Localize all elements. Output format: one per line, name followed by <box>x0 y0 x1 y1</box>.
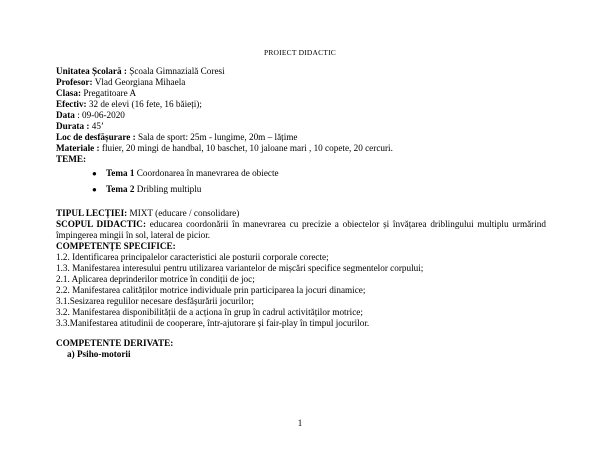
purpose-label: SCOPUL DIDACTIC: <box>56 219 146 229</box>
info-value: Școala Gimnazială Coresi <box>126 66 225 76</box>
competenta-item: 3.1.Sesizarea regulilor necesare desfășurării jocurilor; <box>56 296 254 306</box>
info-value: Sala de sport: 25m - lungime, 20m – lățime <box>135 132 298 142</box>
info-value: 32 de elevi (16 fete, 16 băieți); <box>86 99 202 109</box>
competenta-item: 1.2. Identificarea principalelor caracteristici ale posturii corporale corecte; <box>56 252 329 262</box>
info-label: Loc de desfășurare : <box>56 132 136 142</box>
info-duration <box>56 121 104 132</box>
info-materials <box>56 143 393 154</box>
bullet-icon: ● <box>92 185 97 194</box>
info-headcount <box>56 99 202 110</box>
competente-heading <box>56 241 176 252</box>
tema-2 <box>92 184 201 195</box>
derivate-heading <box>56 338 173 349</box>
lesson-type-value: MIXT (educare / consolidare) <box>127 208 240 218</box>
competente-heading-text: COMPETENȚE SPECIFICE: <box>56 241 176 251</box>
competenta-item: 2.1. Aplicarea deprinderilor motrice în condiții de joc; <box>56 274 255 284</box>
info-label: Efectiv: <box>56 99 87 109</box>
document-title: PROIECT DIDACTIC <box>263 48 337 57</box>
tema-label: Tema 1 <box>106 168 135 178</box>
info-value: 45’ <box>89 121 104 131</box>
info-label: Clasa: <box>56 88 82 98</box>
info-class <box>56 88 136 99</box>
info-label: Profesor: <box>56 77 93 87</box>
lesson-type <box>56 208 239 219</box>
derivate-sub <box>67 349 131 360</box>
page-number: 1 <box>297 418 303 428</box>
tema-value: Coordonarea în manevrarea de obiecte <box>134 168 279 178</box>
derivate-sub-text: a) Psiho-motorii <box>67 349 131 359</box>
tema-label: Tema 2 <box>106 184 135 194</box>
lesson-type-label: TIPUL LECȚIEI: <box>56 208 128 218</box>
competenta-item: 1.3. Manifestarea interesului pentru utilizarea variantelor de mișcări specifice segmentelor corpului; <box>56 263 424 273</box>
tema-1 <box>92 168 279 179</box>
purpose-value: educarea coordonării în manevrarea cu precizie a obiectelor și învățarea driblingului multiplu urmărind împingerea mingii în sol, lateral de picior. <box>56 219 546 240</box>
info-label: Unitatea Școlară : <box>56 66 127 76</box>
teme-heading-text: TEME: <box>56 154 87 164</box>
info-teacher <box>56 77 185 88</box>
info-label: Durata : <box>56 121 90 131</box>
info-location <box>56 132 297 143</box>
info-value: fluier, 20 mingi de handbal, 10 baschet, 10 jaloane mari , 10 copete, 20 cercuri. <box>99 143 393 153</box>
teme-heading <box>56 154 86 165</box>
info-value: Pregatitoare A <box>81 88 137 98</box>
info-label: Materiale : <box>56 143 100 153</box>
didactic-purpose <box>56 219 546 241</box>
info-school <box>56 66 225 77</box>
competenta-item: 2.2. Manifestarea calităților motrice individuale prin participarea la jocuri dinamice; <box>56 285 366 295</box>
info-value: Vlad Georgiana Mihaela <box>92 77 186 87</box>
competenta-item: 3.2. Manifestarea disponibilității de a acționa în grup în cadrul activităților motrice; <box>56 307 363 317</box>
derivate-heading-text: COMPETENTE DERIVATE: <box>56 338 174 348</box>
competenta-item: 3.3.Manifestarea atitudinii de cooperare, într-ajutorare și fair-play în timpul jocurilor. <box>56 318 370 328</box>
info-value: : 09-06-2020 <box>74 110 125 120</box>
tema-value: Dribling multiplu <box>134 184 202 194</box>
info-date <box>56 110 125 121</box>
bullet-icon: ● <box>92 169 97 178</box>
info-label: Data <box>56 110 75 120</box>
